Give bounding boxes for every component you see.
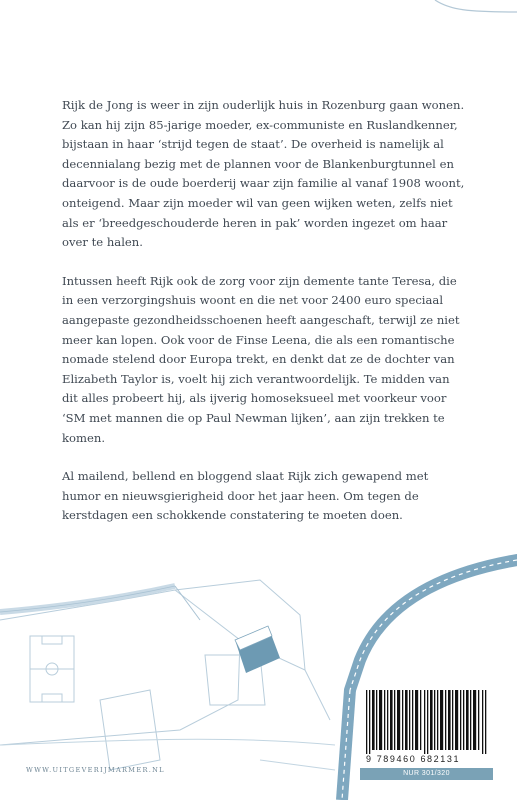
- barcode-bar: [473, 690, 476, 750]
- map-house-icon: [235, 626, 280, 673]
- barcode-bar: [390, 690, 393, 750]
- barcode-bar: [463, 690, 464, 750]
- barcode-bar: [437, 690, 438, 750]
- barcode-bars: [364, 690, 489, 754]
- barcode-bar: [379, 690, 382, 750]
- barcode-bar: [412, 690, 413, 750]
- barcode-bar: [452, 690, 453, 750]
- barcode-bar: [445, 690, 446, 750]
- barcode-bar: [420, 690, 421, 750]
- blurb-paragraph: Intussen heeft Rijk ook de zorg voor zijn demente tante Teresa, die in een verzorgingshuis woont en die net voor 2400 euro speciaal aangepaste gezondheidsschoenen heeft aangeschaft, terwijl ze niet meer kan lopen. Ook voor de Finse Leena, die als een romantische nomade stelend door Europa trekt, en denkt dat ze de dochter van Elizabeth Taylor is, voelt hij zich verantwoordelijk. Te midden van dit alles probeert hij, als ijverig homoseksueel met voorkeur voor ‘SM met mannen die op Paul Newman lijken’, aan zijn trekken te komen.: [62, 273, 460, 445]
- barcode-bar: [466, 690, 469, 750]
- barcode-bar: [424, 690, 425, 754]
- barcode-bar: [394, 690, 395, 750]
- barcode-bar: [402, 690, 403, 750]
- barcode-bar: [387, 690, 388, 750]
- isbn-number: 9 789460 682131: [366, 754, 461, 764]
- publisher-website: WWW.UITGEVERIJMARMER.NL: [26, 766, 165, 774]
- blurb-text: [62, 96, 468, 545]
- barcode-bar: [409, 690, 410, 750]
- blurb-paragraph: Al mailend, bellend en bloggend slaat Rijk zich gewapend met humor en nieuwsgierigheid door het jaar heen. Om tegen de kerstdagen een schokkende constatering te moeten doen.: [62, 469, 429, 523]
- barcode-bar: [448, 690, 451, 750]
- barcode: [360, 687, 493, 782]
- barcode-bar: [478, 690, 479, 750]
- barcode-bar: [372, 690, 375, 750]
- barcode-bar: [376, 690, 377, 750]
- blurb-paragraph: Rijk de Jong is weer in zijn ouderlijk huis in Rozenburg gaan wonen. Zo kan hij zijn 85-jarige moeder, ex-communiste en Ruslandkenner, bijstaan in haar ‘strijd tegen de staat’. De overheid is namelijk al decennialang bezig met de plannen voor de Blankenburgtunnel en daarvoor is de oude boerderij waar zijn familie al vanaf 1908 woont, onteigend. Maar zijn moeder wil van geen wijken weten, zelfs niet als er ‘breedgeschouderde heren in pak’ worden ingezet om haar over te halen.: [62, 98, 465, 250]
- barcode-bar: [430, 690, 433, 750]
- barcode-bar: [397, 690, 400, 750]
- soccer-field-icon: [30, 636, 74, 702]
- barcode-bar: [366, 690, 367, 754]
- barcode-bar: [485, 690, 486, 754]
- map-curve-top: [435, 0, 517, 12]
- barcode-bar: [482, 690, 483, 754]
- barcode-bar: [460, 690, 461, 750]
- barcode-bar: [369, 690, 370, 754]
- nur-code: NUR 301/320: [360, 768, 493, 780]
- barcode-bar: [434, 690, 435, 750]
- barcode-bar: [455, 690, 458, 750]
- barcode-bar: [384, 690, 385, 750]
- barcode-bar: [427, 690, 428, 754]
- barcode-bar: [405, 690, 408, 750]
- barcode-bar: [440, 690, 443, 750]
- barcode-bar: [470, 690, 471, 750]
- barcode-bar: [415, 690, 418, 750]
